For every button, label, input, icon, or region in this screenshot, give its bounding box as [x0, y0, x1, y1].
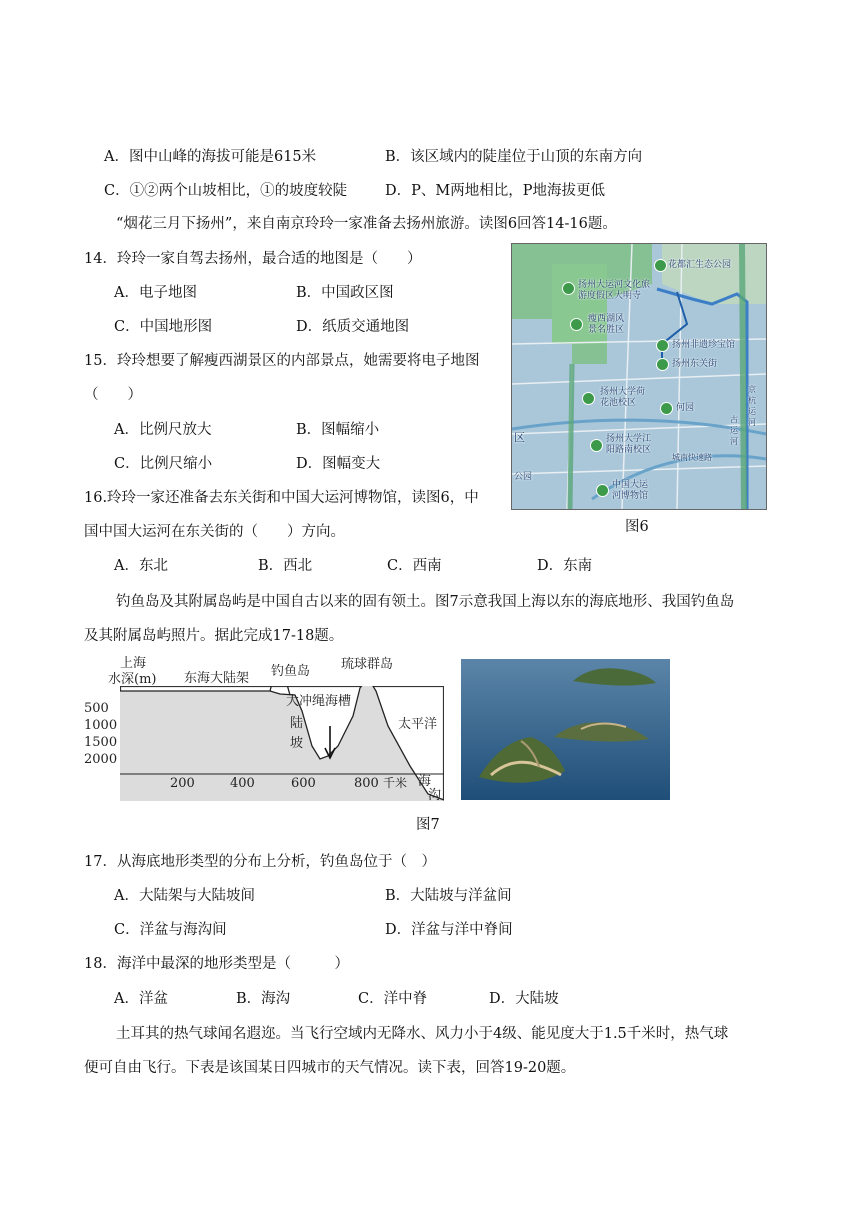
intro-17-18-line2: 及其附属岛屿照片。据此完成17-18题。: [84, 628, 344, 644]
q15-stem: 15．玲玲想要了解瘦西湖景区的内部景点，她需要将电子地图: [84, 353, 480, 369]
label-shelf: 东海大陆架: [184, 671, 250, 686]
q16-option-d: D．东南: [537, 558, 593, 574]
label-pacific: 太平洋: [398, 717, 438, 732]
q14-option-b: B．中国政区图: [296, 285, 394, 301]
q18-option-b: B．海沟: [236, 991, 291, 1007]
x-tick: 600: [291, 776, 316, 791]
intro-17-18: 钓鱼岛及其附属岛屿是中国自古以来的固有领土。图7示意我国上海以东的海底地形、我国钓鱼岛: [116, 594, 735, 610]
map-label-11: 扬州大学江: [606, 434, 652, 444]
label-trough: 冲绳海槽: [299, 694, 352, 709]
q18-option-c: C．洋中脊: [358, 991, 428, 1007]
label-slope-2: 坡: [290, 736, 304, 751]
x-tick: 200: [170, 776, 195, 791]
q16-stem: 16.玲玲一家还准备去东关街和中国大运河博物馆，读图6，中: [84, 490, 479, 506]
map-label-4: 瘦西湖风: [588, 314, 625, 324]
q15-option-b: B．图幅缩小: [296, 422, 380, 438]
label-trench-1: 海: [418, 774, 432, 789]
q14-stem: 14．玲玲一家自驾去扬州，最合适的地图是（ ）: [84, 251, 422, 267]
q15-option-c: C．比例尺缩小: [114, 456, 213, 472]
q17-option-a: A．大陆架与大陆坡间: [114, 888, 255, 904]
label-depth: 水深(m): [108, 672, 157, 687]
label-ryukyu: 琉球群岛: [341, 657, 394, 672]
q13-option-b: B．该区域内的陡崖位于山顶的东南方向: [385, 149, 643, 165]
label-km: 千米: [383, 776, 408, 790]
map-label-1: 花都汇生态公园: [668, 260, 732, 270]
q14-option-d: D．纸质交通地图: [296, 319, 410, 335]
figure-7-caption: 图7: [416, 817, 440, 833]
figure-6-map: [511, 243, 767, 510]
q13-option-a: A．图中山峰的海拔可能是615米: [104, 149, 317, 165]
map-label-17: 京杭运河: [748, 385, 756, 427]
q18-option-a: A．洋盆: [114, 991, 168, 1007]
university-pin-icon: [582, 392, 595, 405]
label-diaoyu: 钓鱼岛: [271, 664, 311, 679]
q17-option-b: B．大陆坡与洋盆间: [385, 888, 512, 904]
map-label-2: 扬州大运河文化旅: [578, 280, 651, 290]
q18-option-d: D．大陆坡: [489, 991, 559, 1007]
q14-option-a: A．电子地图: [114, 285, 197, 301]
map-label-14: 河博物馆: [612, 491, 649, 501]
label-slope-1: 陆: [290, 716, 304, 731]
q13-option-d: D．P、M两地相比，P地海拔更低: [385, 183, 605, 199]
map-label-3: 游度假区大明寺: [578, 291, 642, 301]
label-trough-da: 大: [286, 694, 300, 709]
label-trench-2: 沟: [428, 788, 442, 803]
q16-option-a: A．东北: [114, 558, 168, 574]
diaoyu-island-photo: [461, 659, 670, 800]
q17-option-d: D．洋盆与洋中脊间: [385, 922, 513, 938]
x-tick: 800: [354, 776, 379, 791]
q15-option-d: D．图幅变大: [296, 456, 381, 472]
map-label-5: 景名胜区: [588, 325, 625, 335]
museum-pin-icon: [656, 339, 669, 352]
park-pin-icon: [654, 259, 667, 272]
lake-pin-icon: [570, 318, 583, 331]
q17-option-c: C．洋盆与海沟间: [114, 922, 227, 938]
y-tick: 1000: [84, 718, 118, 733]
q17-stem: 17．从海底地形类型的分布上分析，钓鱼岛位于（ ）: [84, 854, 436, 870]
map-label-9: 花池校区: [600, 398, 637, 408]
q15-stem-2: （ ）: [84, 387, 142, 403]
scenic-pin-icon: [562, 282, 575, 295]
campus-pin-icon: [590, 439, 603, 452]
q13-option-c: C．①②两个山坡相比，①的坡度较陡: [104, 183, 348, 199]
map-label-13: 中国大运: [612, 480, 649, 490]
y-tick: 1500: [84, 735, 118, 750]
map-label-8: 扬州大学荷: [600, 387, 646, 397]
map-label-6: 扬州非遗珍宝馆: [672, 340, 736, 350]
q16-option-c: C．西南: [387, 558, 442, 574]
y-tick: 500: [84, 701, 109, 716]
heyuan-pin-icon: [660, 402, 673, 415]
intro-19-20-line2: 便可自由飞行。下表是该国某日四城市的天气情况。读下表，回答19-20题。: [84, 1060, 576, 1076]
intro-14-16: “烟花三月下扬州”，来自南京玲玲一家准备去扬州旅游。读图6回答14-16题。: [116, 216, 617, 232]
map-label-15: 城南快速路: [672, 453, 712, 462]
q15-option-a: A．比例尺放大: [114, 422, 212, 438]
q18-stem: 18．海洋中最深的地形类型是（ ）: [84, 956, 349, 972]
street-pin-icon: [656, 358, 669, 371]
map-label-19: 公园: [514, 472, 533, 482]
q16-stem-2: 国中国大运河在东关街的（ ）方向。: [84, 524, 345, 540]
y-tick: 2000: [84, 752, 118, 767]
intro-19-20: 土耳其的热气球闻名遐迩。当飞行空域内无降水、风力小于4级、能见度大于1.5千米时，热气球: [116, 1026, 729, 1042]
label-shanghai: 上海: [120, 656, 147, 671]
figure-6-caption: 图6: [625, 519, 649, 535]
q14-option-c: C．中国地形图: [114, 319, 213, 335]
canal-museum-pin-icon: [596, 484, 609, 497]
map-label-16: 区: [514, 431, 525, 444]
map-label-10: 何园: [676, 403, 695, 413]
map-label-12: 阳路南校区: [606, 445, 652, 455]
q16-option-b: B．西北: [258, 558, 313, 574]
x-tick: 400: [230, 776, 255, 791]
map-label-7: 扬州东关街: [672, 359, 718, 369]
map-label-18: 古运河: [730, 415, 738, 446]
